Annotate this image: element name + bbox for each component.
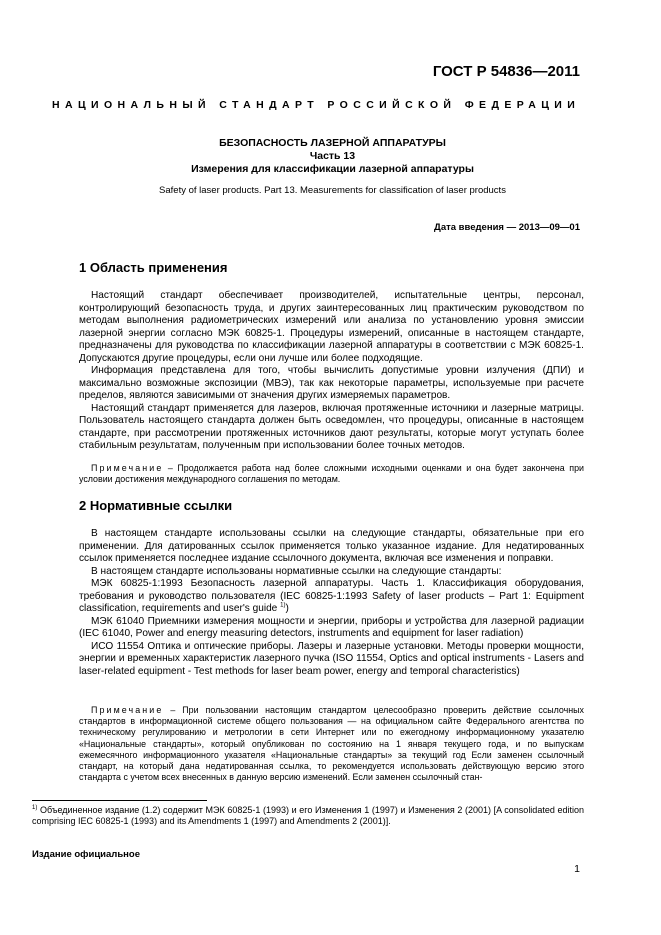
section-2-body (79, 528, 584, 678)
official-publication-label: Издание официальное (32, 849, 140, 860)
section-1-heading: 1 Область применения (79, 260, 228, 275)
title-line-2: Часть 13 (309, 150, 356, 162)
footnote-separator (32, 800, 207, 801)
reference-text-end: ) (285, 603, 289, 614)
introduction-date: Дата введения — 2013—09—01 (434, 222, 580, 233)
note-label: Примечание (91, 463, 164, 473)
paragraph: В настоящем стандарте использованы нормативные ссылки на следующие стандарты: (91, 565, 502, 577)
reference-item (79, 578, 584, 616)
reference-text: МЭК 60825-1:1993 Безопасность лазерной аппаратуры. Часть 1. Классификация оборудования, требования и руководство пользователя (IEC 60825-1:1993 Safety of laser products – Part 1: Equipment classification, requirements and user's guide (79, 578, 584, 614)
note-text: – При пользовании настоящим стандартом целесообразно проверить действие ссылочных стандартов в информационной системе общего пользования — на официальном сайте Федерального агентства по техническому регулированию и метрологии в сети Интернет или по ежегодному информационному указателю «Национальные стандарты», который опубликован по состоянию на 1 января текущего года, и по выпускам ежемесячного информационного указателя «Национальные стандарты» за текущий год Если заменен ссылочный стандарт, на который дана недатированная ссылка, то рекомендуется использовать действующую версию этого стандарта с учетом всех внесенных в данную версию изменений. Если заменен ссылочный стан- (79, 705, 584, 783)
paragraph: Настоящий стандарт применяется для лазеров, включая протяженные источники и лазерные матрицы. Пользователь настоящего стандарта должен быть осведомлен, что процедуры, описанные в настоящем стандарте, при рассмотрении протяженных источников дают результаты, которые могут уступать более стабильным результатам, полученным при использовании более точных методов. (79, 402, 584, 451)
document-title (60, 137, 605, 176)
note-label: Примечание (91, 705, 164, 715)
note-text: – Продолжается работа над более сложными исходными оценками и она будет закончена при условии достижения международного соглашения по методам. (79, 463, 584, 485)
footnote-marker: 1) (32, 805, 38, 811)
national-standard-banner: НАЦИОНАЛЬНЫЙ СТАНДАРТ РОССИЙСКОЙ ФЕДЕРАЦИИ (52, 99, 581, 111)
reference-item: МЭК 61040 Приемники измерения мощности и энергии, приборы и устройства для лазерной радиации (IEC 61040, Power and energy measuring detectors, instruments and equipment for laser radiation) (79, 615, 584, 639)
title-line-1: БЕЗОПАСНОСТЬ ЛАЗЕРНОЙ АППАРАТУРЫ (219, 137, 446, 149)
gost-number: ГОСТ Р 54836—2011 (432, 63, 580, 80)
page-number: 1 (574, 863, 580, 875)
paragraph: Информация представлена для того, чтобы вычислить допустимые уровни излучения (ДПИ) и максимально возможные экспозиции (МВЭ), так как некоторые параметры, используемые при расчете пределов, являются зависимыми от значения других измеряемых параметров. (79, 365, 584, 401)
reference-item: ИСО 11554 Оптика и оптические приборы. Лазеры и лазерные установки. Методы проверки мощности, энергии и временных характеристик лазерного пучка (ISO 11554, Optics and optical instruments - Lasers and laser-related equipment - Test methods for laser beam power, energy and temporal characteristics) (79, 640, 584, 677)
section-1-body (79, 290, 584, 453)
footnote-text: Объединенное издание (1.2) содержит МЭК 60825-1 (1993) и его Изменения 1 (1997) и Изменения 2 (2001) [A consolidated edition comprising IEC 60825-1 (1993) and its Amendments 1 (1997) and Amendments 2 (2001)]. (32, 805, 584, 827)
title-line-3: Измерения для классификации лазерной аппаратуры (191, 163, 474, 175)
footnote (32, 805, 584, 827)
section-1-note (79, 463, 584, 485)
footnote-marker: 1) (280, 602, 286, 609)
paragraph: Настоящий стандарт обеспечивает производителей, испытательные центры, персонал, контролирующий безопасность труда, и других заинтересованных лиц практическим руководством по методам выполнения радиометрических измерений или анализа по установлению уровня эмиссии лазерной энергии согласно МЭК 60825-1. Процедуры измерений, описанные в настоящем стандарте, предназначены для руководства по классификации лазерной аппаратуры в соответствии с МЭК 60825-1. Допускаются другие процедуры, если они лучше или более подходящие. (79, 290, 584, 364)
section-2-note (79, 705, 584, 783)
section-2-heading: 2 Нормативные ссылки (79, 498, 233, 513)
title-english: Safety of laser products. Part 13. Measurements for classification of laser products (159, 185, 506, 196)
paragraph: В настоящем стандарте использованы ссылки на следующие стандарты, обязательные при его применении. Для датированных ссылок применяется только указанное издание. Для недатированных ссылок применяется последнее издание ссылочного документа, включая все изменения и поправки. (79, 528, 584, 564)
